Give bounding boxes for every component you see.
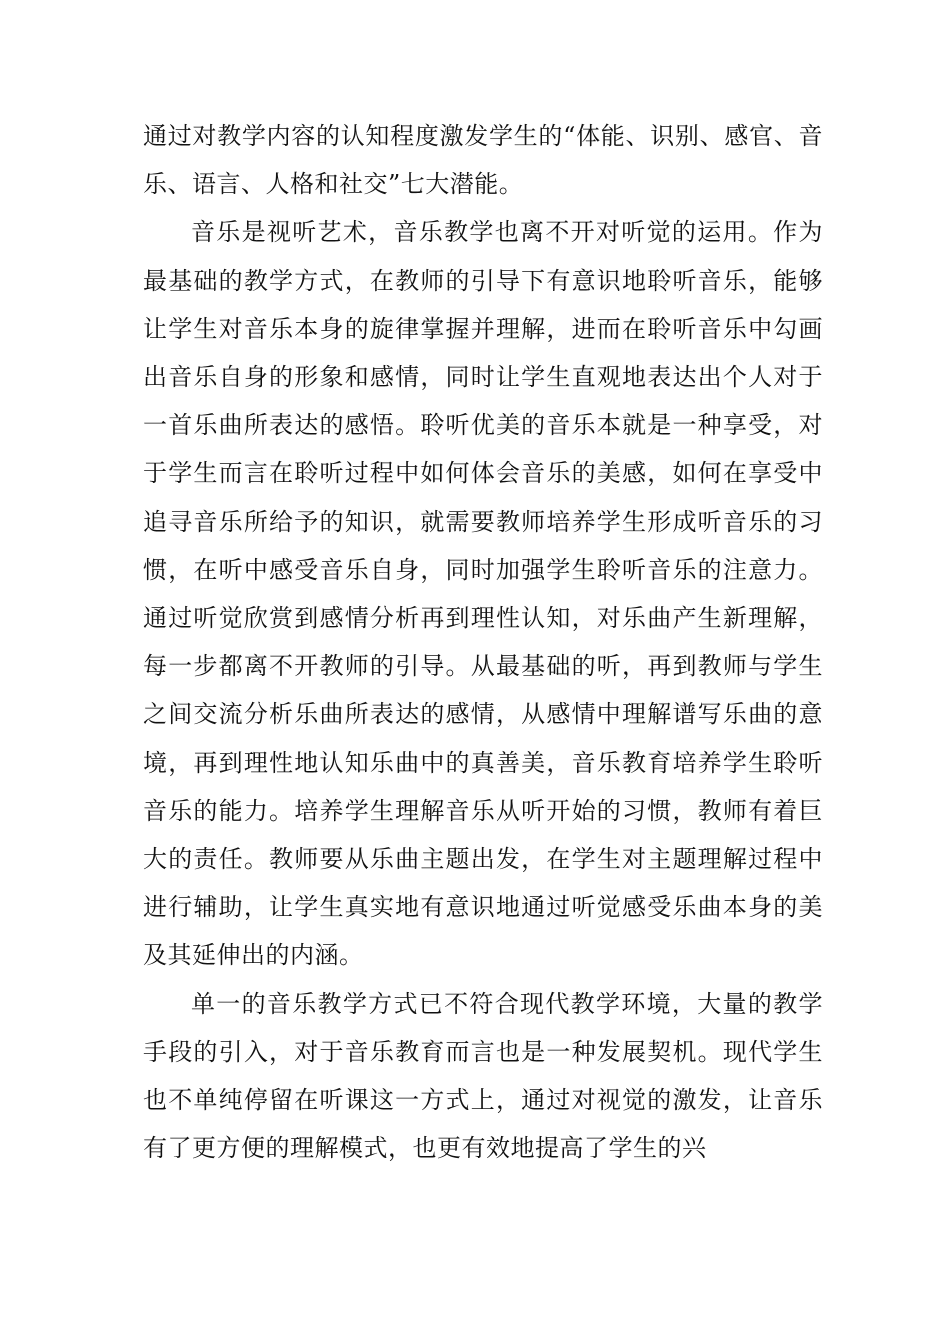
paragraph-1: 通过对教学内容的认知程度激发学生的“体能、识别、感官、音乐、语言、人格和社交”七大潜能。 bbox=[143, 122, 823, 199]
paragraph-2: 音乐是视听艺术，音乐教学也离不开对听觉的运用。作为最基础的教学方式，在教师的引导下有意识地聆听音乐，能够让学生对音乐本身的旋律掌握并理解，进而在聆听音乐中勾画出音乐自身的形象和感情，同时让学生直观地表达出个人对于一首乐曲所表达的感悟。聆听优美的音乐本就是一种享受，对于学生而言在聆听过程中如何体会音乐的美感，如何在享受中追寻音乐所给予的知识，就需要教师培养学生形成听音乐的习惯，在听中感受音乐自身，同时加强学生聆听音乐的注意力。通过听觉欣赏到感情分析再到理性认知，对乐曲产生新理解，每一步都离不开教师的引导。从最基础的听，再到教师与学生之间交流分析乐曲所表达的感情，从感情中理解谱写乐曲的意境，再到理性地认知乐曲中的真善美，音乐教育培养学生聆听音乐的能力。培养学生理解音乐从听开始的习惯，教师有着巨大的责任。教师要从乐曲主题出发，在学生对主题理解过程中进行辅助，让学生真实地有意识地通过听觉感受乐曲本身的美及其延伸出的内涵。 bbox=[143, 218, 823, 970]
document-body bbox=[143, 112, 823, 1172]
paragraph-3: 单一的音乐教学方式已不符合现代教学环境，大量的教学手段的引入，对于音乐教育而言也是一种发展契机。现代学生也不单纯停留在听课这一方式上，通过对视觉的激发，让音乐有了更方便的理解模式，也更有效地提高了学生的兴 bbox=[143, 989, 823, 1163]
